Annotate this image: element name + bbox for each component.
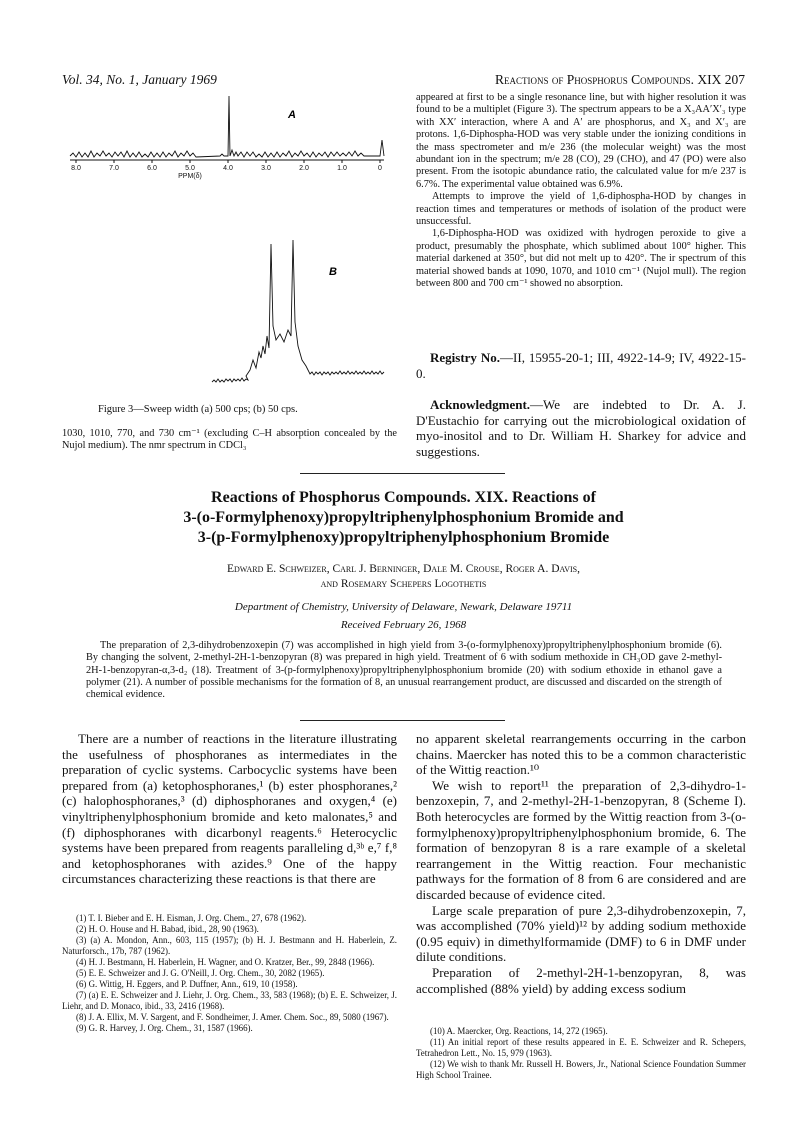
footnotes-right	[416, 1026, 746, 1081]
registry-numbers	[416, 350, 746, 381]
figure-caption: Figure 3—Sweep width (a) 500 cps; (b) 50 cps.	[98, 404, 298, 415]
footnote: (11) An initial report of these results appeared in E. E. Schweizer and R. Schepers, Tetrahedron Lett., No. 15, 979 (1963).	[416, 1037, 746, 1058]
article-title	[62, 488, 745, 548]
right-paragraph-3: 1,6-Diphospha-HOD was oxidized with hydrogen peroxide to give a product, presumably the phosphate, which sublimed about 100° higher. This material darkened at 350°, but did not melt up to 420°. The ir spectrum of this material showed bands at 1090, 1070, and 1010 cm⁻¹ (Nujol mull). The region between 800 and 700 cm⁻¹ showed no absorption.	[416, 228, 746, 290]
title-line-1: Reactions of Phosphorus Compounds. XIX. Reactions of	[211, 489, 596, 506]
section-divider	[300, 473, 505, 474]
affiliation: Department of Chemistry, University of Delaware, Newark, Delaware 19711	[234, 601, 573, 613]
tick-label: 3.0	[261, 165, 271, 172]
footnote: (10) A. Maercker, Org. Reactions, 14, 272 (1965).	[430, 1026, 608, 1036]
tick-label: 8.0	[71, 165, 81, 172]
footnote: (3) (a) A. Mondon, Ann., 603, 115 (1957); (b) H. J. Bestmann and H. Haberlein, Z. Naturforsch., 17b, 787 (1962).	[62, 935, 397, 956]
footnote: (4) H. J. Bestmann, H. Haberlein, H. Wagner, and O. Kratzer, Ber., 99, 2848 (1966).	[76, 957, 375, 967]
nmr-spectrum-svg	[62, 90, 397, 400]
tick-label: 6.0	[147, 165, 157, 172]
registry-text: —II, 15955-20-1; III, 4922-14-9; IV, 4922-15-0.	[416, 350, 746, 381]
received-date: Received February 26, 1968	[340, 619, 467, 631]
body-right-column	[416, 731, 746, 996]
abstract-divider	[300, 720, 505, 721]
right-top-column	[416, 92, 746, 291]
title-line-2: 3-(o-Formylphenoxy)propyltriphenylphosphonium Bromide and	[183, 509, 624, 526]
authors-line-2: and Rosemary Schepers Logothetis	[320, 578, 487, 590]
footnotes-left	[62, 913, 397, 1034]
spectrum-a-trace	[70, 96, 384, 157]
tick-label: 2.0	[299, 165, 309, 172]
body-right-paragraph-1: no apparent skeletal rearrangements occurring in the carbon chains. Maercker has noted this to be a common characteristic of the Wittig reaction.¹⁰	[416, 731, 746, 778]
body-right-paragraph-2: We wish to report¹¹ the preparation of 2,3-dihydro-1-benzoxepin, 7, and 2-methyl-2H-1-benzopyran, 8 (Scheme I). Both heterocycles are formed by the Wittig reaction from 3-(o-formylphenoxy)propyltriphenylphosphonium bromide, 6. The formation of benzopyran 8 is a rare example of a skeletal rearrangement in the Wittig reaction. Four mechanistic pathways for the formation of 8 from 6 are considered and are discarded because of evidence cited.	[416, 777, 746, 902]
title-line-3: 3-(p-Formylphenoxy)propyltriphenylphosphonium Bromide	[197, 529, 610, 546]
footnote: (8) J. A. Ellix, M. V. Sargent, and F. Sondheimer, J. Amer. Chem. Soc., 89, 5080 (1967).	[76, 1012, 389, 1022]
footnote: (5) E. E. Schweizer and J. G. O'Neill, J. Org. Chem., 30, 2082 (1965).	[76, 968, 325, 978]
footnote: (6) G. Wittig, H. Eggers, and P. Duffner, Ann., 619, 10 (1958).	[76, 979, 298, 989]
footnote: (2) H. O. House and H. Babad, ibid., 28, 90 (1963).	[76, 924, 259, 934]
spectrum-label-b: B	[329, 266, 337, 278]
registry-label: Registry No.	[430, 350, 501, 365]
body-right-paragraph-4: Preparation of 2-methyl-2H-1-benzopyran, 8, was accomplished (88% yield) by adding excess sodium	[416, 964, 746, 996]
tick-label: 7.0	[109, 165, 119, 172]
nmr-figure	[62, 90, 397, 400]
spectrum-label-a: A	[288, 109, 296, 121]
running-header-right: Reactions of Phosphorus Compounds. XIX 207	[494, 72, 745, 87]
body-left-paragraph: There are a number of reactions in the literature illustrating the usefulness of phosphoranes as intermediates in the preparation of cyclic systems. Carbocyclic systems have been prepared from (a) ketophosphoranes,¹ (b) ester phosphoranes,² (c) halophosphoranes,³ (d) diphosphoranes and oxygen,⁴ (e) vinyltriphenylphosphonium bromide and keto malonates,⁵ and (f) diphosphoranes with dicarbonyl reagents.⁶ Heterocyclic systems have been prepared from reagents paralleling d,³ᵇ e,⁷ f,⁸ and ketophosphoranes with azides.⁹ One of the happy circumstances characterizing these reactions is that there are	[62, 731, 397, 887]
tick-label: 1.0	[337, 165, 347, 172]
acknowledgment	[416, 397, 746, 459]
abstract: The preparation of 2,3-dihydrobenzoxepin (7) was accomplished in high yield from 3-(o-formylphenoxy)propyltriphenylphosphonium bromide (6). By changing the solvent, 2-methyl-2H-1-benzopyran (8) was prepared in high yield. Treatment of 6 with sodium methoxide in CH₃OD gave 2-methyl-2H-1-benzopyran-α,3-d₂ (18). Treatment of 3-(p-formylphenoxy)propyltriphenylphosphonium bromide (20) with sodium ethoxide in ethanol gave a polymer (21). A number of possible mechanisms for the formation of 8, an unusual rearrangement product, are discussed and discarded on the strength of chemical evidence.	[86, 640, 722, 701]
footnote: (7) (a) E. E. Schweizer and J. Liehr, J. Org. Chem., 33, 583 (1968); (b) E. E. Schweizer, J. Liehr, and D. Monaco, ibid., 33, 2416 (1968).	[62, 990, 397, 1011]
tick-label: 0	[378, 165, 382, 172]
right-paragraph-2: Attempts to improve the yield of 1,6-diphospha-HOD by changes in reaction times and temperatures or methods of isolation of the product were unsuccessful.	[416, 191, 746, 228]
left-top-paragraph: 1030, 1010, 770, and 730 cm⁻¹ (excluding C–H absorption concealed by the Nujol medium). The nmr spectrum in CDCl₃	[62, 428, 397, 452]
tick-label: 5.0	[185, 165, 195, 172]
axis-unit-label: PPM(δ)	[178, 173, 202, 180]
spectrum-b-trace	[212, 240, 384, 382]
right-paragraph-1: appeared at first to be a single resonance line, but with higher resolution it was found to be a multiplet (Figure 3). The spectrum appears to be a X₃AA′X′₃ type with XX′ interaction, where A and A′ are phosphorus, and X₃ and X′₃ are protons. 1,6-Diphospha-HOD was very stable under the ionizing conditions in the mass spectrometer and m/e 236 (the molecular weight) was the most abundant ion in the spectrum; m/e 28 (CO), 29 (CHO), and 47 (PO) were also present. From the isotopic abundance ratio, the calculated value for m/e 237 is 6.7%. The experimental value obtained was 6.9%.	[416, 92, 746, 190]
authors	[62, 562, 745, 592]
footnote: (9) G. R. Harvey, J. Org. Chem., 31, 1587 (1966).	[76, 1023, 253, 1033]
running-header-left: Vol. 34, No. 1, January 1969	[62, 72, 217, 87]
footnote: (1) T. I. Bieber and E. H. Eisman, J. Org. Chem., 27, 678 (1962).	[76, 913, 307, 923]
footnote: (12) We wish to thank Mr. Russell H. Bowers, Jr., National Science Foundation Summer High School Trainee.	[416, 1059, 746, 1080]
body-right-paragraph-3: Large scale preparation of pure 2,3-dihydrobenzoxepin, 7, was accomplished (70% yield)¹² by adding sodium methoxide (0.95 equiv) in dimethylformamide (DMF) to 6 in DMF under dilute conditions.	[416, 902, 746, 965]
ack-text: —We are indebted to Dr. A. J. D'Eustachio for carrying out the microbiological oxidation of myo-inositol and to Dr. William H. Sharkey for advice and suggestions.	[416, 397, 746, 459]
axis-tick-labels	[71, 160, 382, 180]
authors-line-1: Edward E. Schweizer, Carl J. Berninger, Dale M. Crouse, Roger A. Davis,	[226, 563, 581, 575]
ack-label: Acknowledgment.	[430, 397, 531, 412]
tick-label: 4.0	[223, 165, 233, 172]
